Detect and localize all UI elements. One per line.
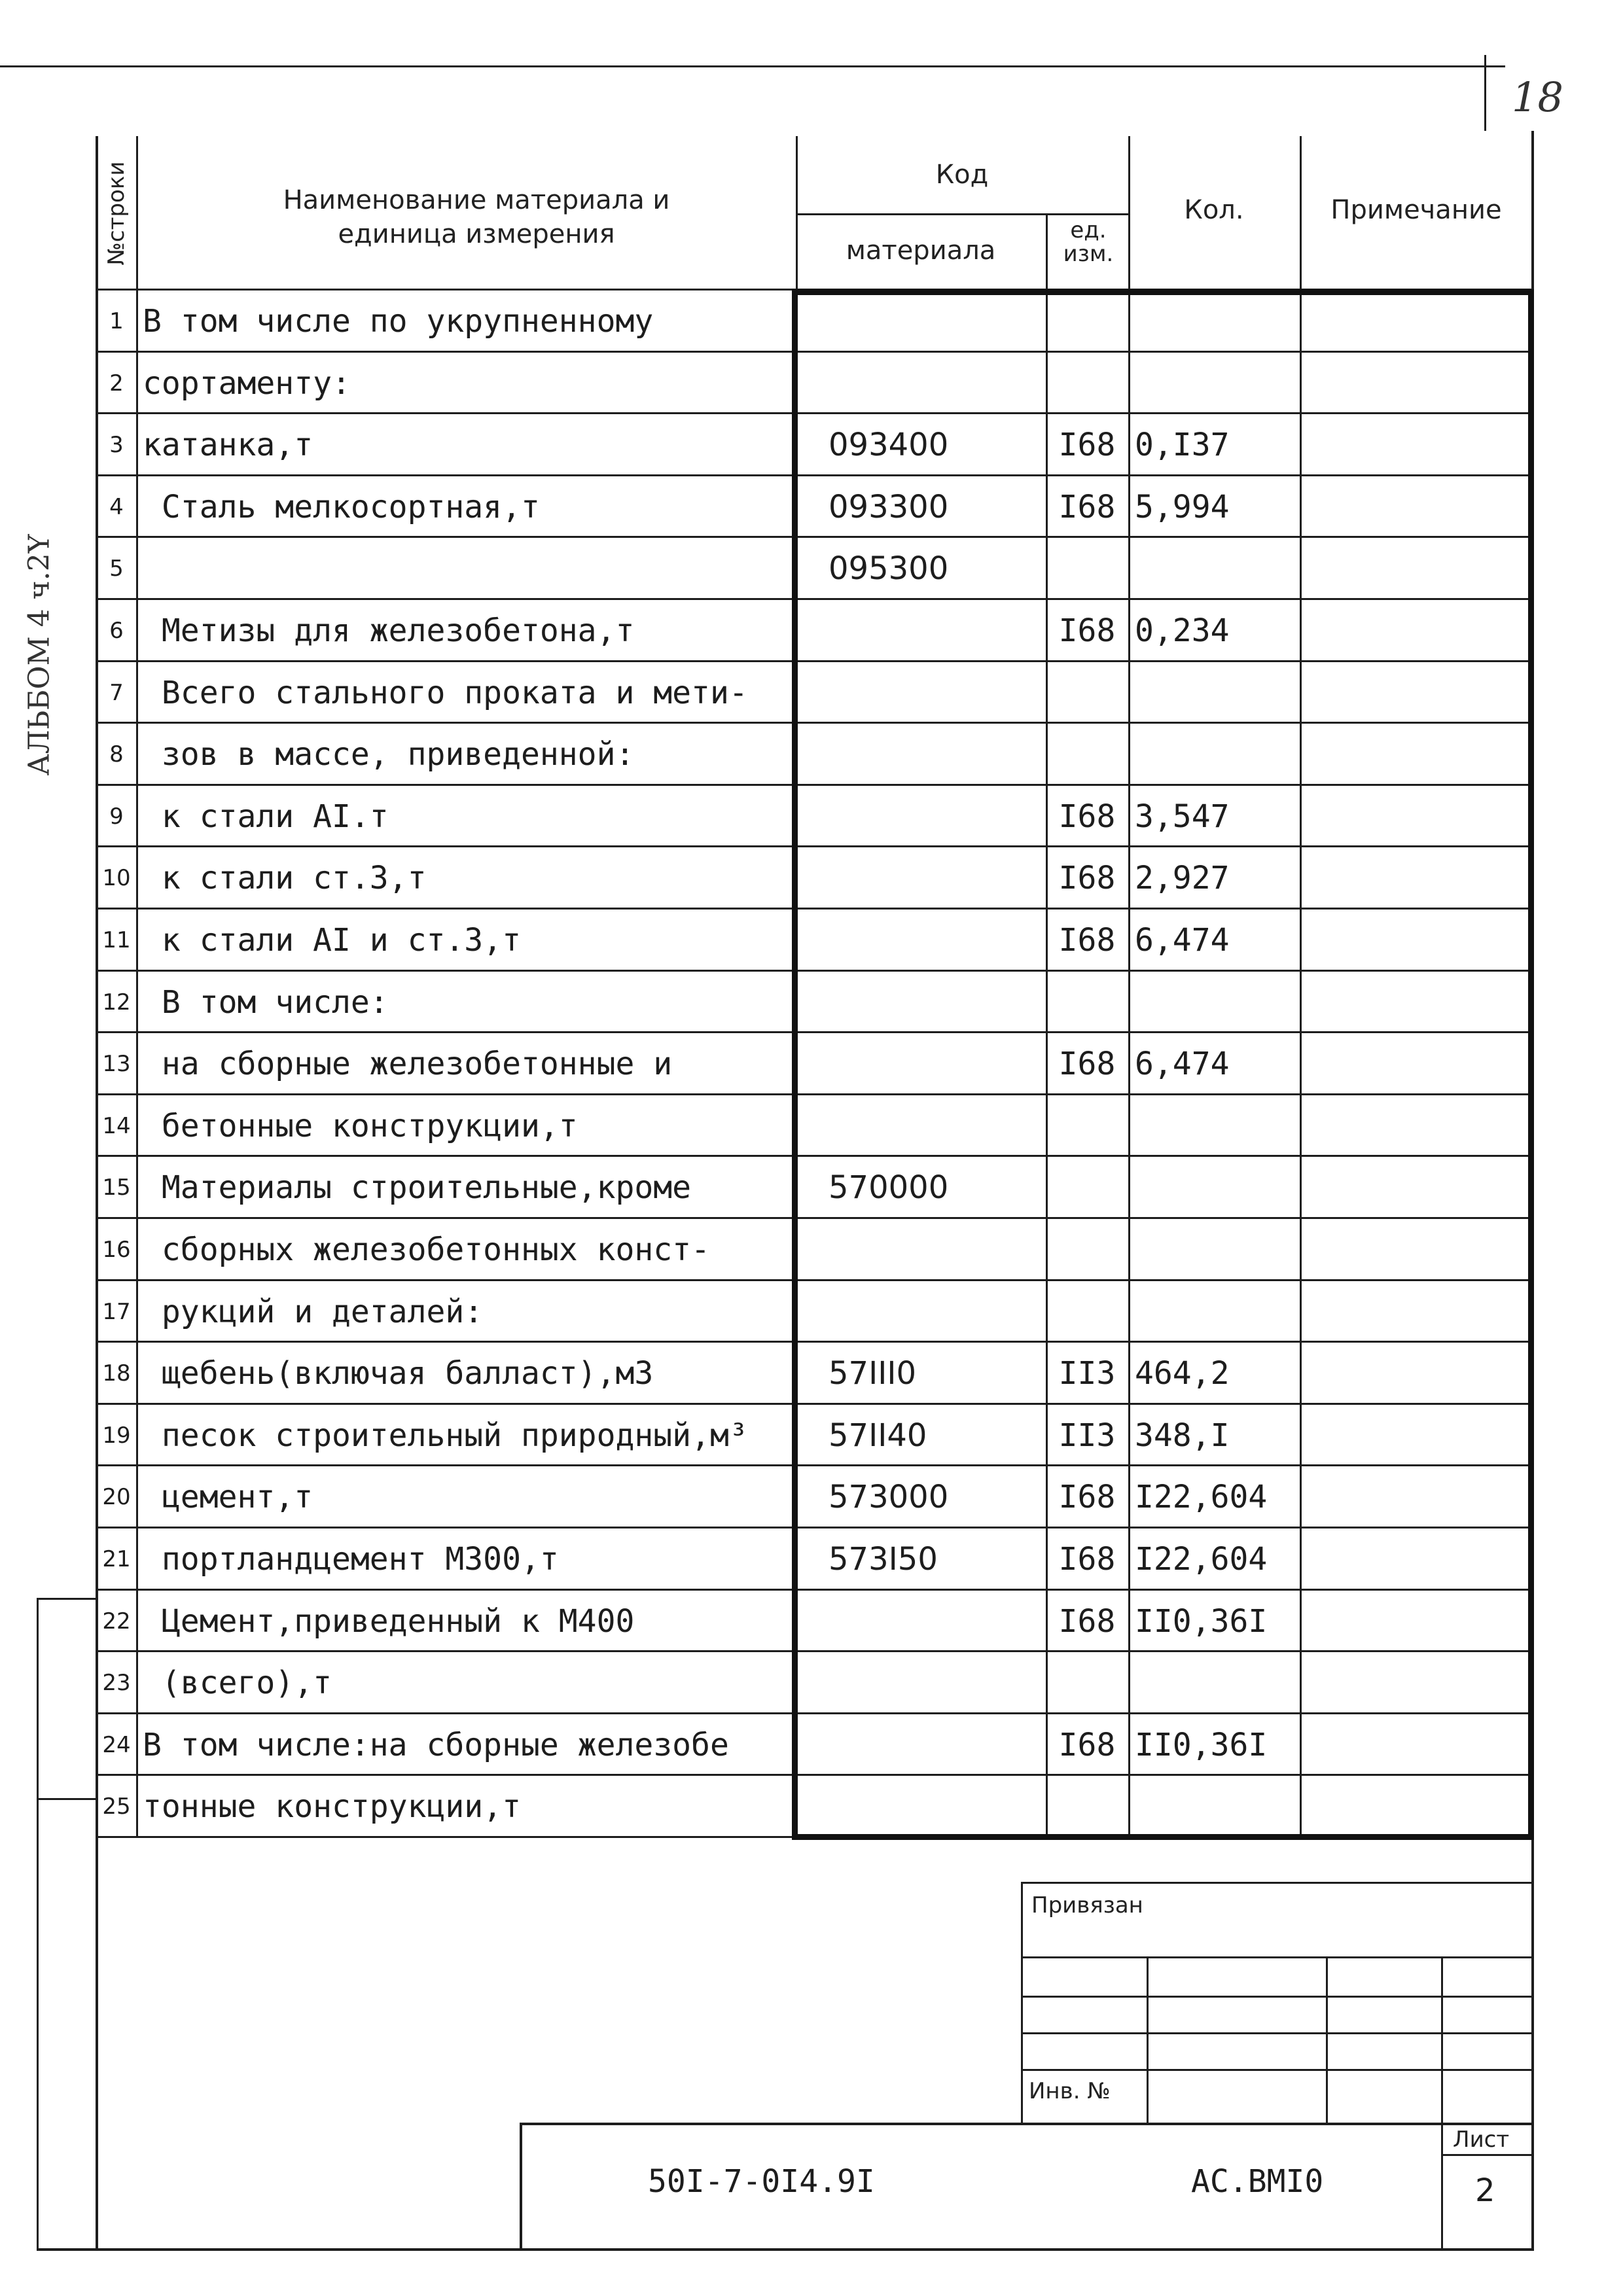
cell-n: 21	[102, 1546, 131, 1572]
header-note: Примечание	[1330, 195, 1502, 225]
page-number: 18	[1512, 73, 1563, 121]
cell-n: 19	[102, 1422, 131, 1449]
cell-name: Сталь мелкосортная,т	[143, 488, 540, 525]
cell-name: тонные конструкции,т	[143, 1788, 521, 1826]
cell-unit: I68	[1058, 1602, 1116, 1640]
cell-name: зов в массе, приведенной:	[143, 736, 635, 773]
header-code: Код	[935, 160, 989, 190]
side-stamp-top	[37, 1598, 97, 1600]
cell-n: 2	[109, 370, 124, 397]
sheet-label: Лист	[1453, 2127, 1510, 2153]
stamp-col-2	[1326, 1956, 1328, 2124]
cell-n: 7	[109, 679, 124, 706]
cell-code: 573000	[829, 1479, 949, 1516]
stamp-row-4	[1021, 2069, 1533, 2071]
cell-name: Метизы для железобетона,т	[143, 612, 635, 649]
album-side-label: АЛЬБОМ 4 ч.2Y	[22, 534, 56, 776]
cell-unit: I68	[1058, 488, 1116, 525]
cell-name: сборных железобетонных конст-	[143, 1231, 710, 1268]
cell-qty: I22,604	[1135, 1541, 1268, 1578]
cell-qty: 5,994	[1135, 488, 1230, 525]
cell-name: Всего стального проката и мети-	[143, 674, 748, 711]
cell-n: 15	[102, 1174, 131, 1201]
cell-unit: I68	[1058, 427, 1116, 464]
sheet-code: АС.ВМI0	[1191, 2163, 1324, 2200]
cell-name: рукций и деталей:	[143, 1293, 484, 1330]
page-number-frame-left	[1484, 55, 1486, 131]
cell-n: 18	[102, 1360, 131, 1387]
cell-name: Цемент,приведенный к М400	[143, 1602, 635, 1640]
cell-n: 23	[102, 1670, 131, 1697]
cell-n: 10	[102, 865, 131, 892]
cell-name: песок строительный природный,м³	[143, 1417, 748, 1454]
header-block	[97, 136, 1533, 291]
cell-code: 57III0	[829, 1355, 917, 1392]
cell-name: сортаменту:	[143, 364, 351, 402]
cell-n: 12	[102, 989, 131, 1016]
cell-name: на сборные железобетонные и	[143, 1046, 673, 1083]
cell-name: катанка,т	[143, 427, 313, 464]
cell-code: 570000	[829, 1169, 949, 1207]
title-sheet-left	[1441, 2123, 1443, 2250]
cell-name: щебень(включая балласт),м3	[143, 1355, 654, 1392]
cell-unit: I68	[1058, 798, 1116, 835]
stamp-inv-label: Инв. №	[1029, 2078, 1111, 2104]
cell-unit: I68	[1058, 922, 1116, 959]
cell-unit: I68	[1058, 1726, 1116, 1763]
cell-code: 093400	[829, 427, 949, 464]
cell-n: 17	[102, 1298, 131, 1325]
cell-qty: 2,927	[1135, 860, 1230, 897]
cell-unit: I68	[1058, 1541, 1116, 1578]
cell-qty: I22,604	[1135, 1479, 1268, 1516]
cell-name: В том числе:	[143, 983, 389, 1021]
code-block-frame	[792, 289, 1534, 1840]
header-row-number: №строки	[103, 161, 130, 266]
header-qty: Кол.	[1184, 195, 1244, 225]
cell-unit: I68	[1058, 860, 1116, 897]
stamp-bound-top	[1021, 1882, 1533, 1884]
sheet-number: 2	[1475, 2172, 1495, 2209]
cell-name: портландцемент М300,т	[143, 1541, 559, 1578]
cell-n: 1	[109, 308, 124, 334]
cell-n: 4	[109, 493, 124, 520]
header-col-1	[136, 136, 138, 291]
cell-name: к стали ст.3,т	[143, 860, 427, 897]
cell-n: 25	[102, 1793, 131, 1820]
cell-qty: 464,2	[1135, 1355, 1230, 1392]
cell-n: 22	[102, 1608, 131, 1634]
cell-name: (всего),т	[143, 1665, 332, 1702]
cell-unit: I68	[1058, 1479, 1116, 1516]
cell-qty: II0,36I	[1135, 1726, 1268, 1763]
cell-qty: 348,I	[1135, 1417, 1230, 1454]
cell-qty: 6,474	[1135, 922, 1230, 959]
cell-n: 11	[102, 927, 131, 953]
cell-n: 8	[109, 741, 124, 768]
cell-qty: 3,547	[1135, 798, 1230, 835]
header-code-split	[796, 213, 1128, 215]
stamp-col-1	[1147, 1956, 1149, 2124]
top-rule	[0, 65, 1505, 67]
cell-unit: II3	[1058, 1355, 1116, 1392]
cell-n: 5	[109, 556, 124, 582]
cell-qty: 0,I37	[1135, 427, 1230, 464]
cell-name: бетонные конструкции,т	[143, 1107, 578, 1144]
cell-n: 24	[102, 1731, 131, 1758]
cell-code: 095300	[829, 550, 949, 588]
stamp-row-3	[1021, 2032, 1533, 2034]
cell-qty: 0,234	[1135, 612, 1230, 649]
cell-name: к стали AI.т	[143, 798, 389, 835]
frame-bottom	[37, 2248, 1534, 2251]
cell-code: 573I50	[829, 1541, 938, 1578]
cell-unit: II3	[1058, 1417, 1116, 1454]
title-sheet-split	[1441, 2154, 1533, 2156]
stamp-bound-label: Привязан	[1031, 1892, 1143, 1918]
cell-name	[136, 538, 796, 600]
title-left	[520, 2123, 522, 2250]
stamp-col-3	[1441, 1956, 1443, 2124]
cell-name: к стали AI и ст.3,т	[143, 922, 521, 959]
stamp-row-1	[1021, 1956, 1533, 1958]
cell-n: 16	[102, 1237, 131, 1263]
cell-unit: I68	[1058, 612, 1116, 649]
header-code-unit: ед. изм.	[1063, 217, 1114, 267]
stamp-bound-left	[1021, 1882, 1023, 2124]
cell-n: 14	[102, 1112, 131, 1139]
cell-n: 13	[102, 1051, 131, 1078]
cell-n: 3	[109, 432, 124, 459]
cell-name: Материалы строительные,кроме	[143, 1169, 692, 1207]
cell-name: цемент,т	[143, 1479, 313, 1516]
cell-qty: II0,36I	[1135, 1602, 1268, 1640]
row-col-rule	[136, 291, 138, 1838]
cell-code: 57II40	[829, 1417, 927, 1454]
cell-name: В том числе:на сборные железобе	[143, 1726, 729, 1763]
cell-code: 093300	[829, 488, 949, 525]
cell-n: 6	[109, 618, 124, 644]
stamp-row-2	[1021, 1996, 1533, 1998]
cell-n: 9	[109, 803, 124, 830]
side-stamp-left	[37, 1598, 39, 2250]
cell-name: В том числе по укрупненному	[143, 303, 654, 340]
cell-n: 20	[102, 1484, 131, 1511]
cell-qty: 6,474	[1135, 1046, 1230, 1083]
header-code-material: материала	[846, 236, 996, 266]
header-name: Наименование материала и единица измерения	[283, 185, 670, 249]
side-stamp-divider	[37, 1798, 97, 1800]
title-top	[520, 2123, 1533, 2125]
header-col-3	[1046, 213, 1048, 291]
doc-code: 50I-7-0I4.9I	[648, 2163, 875, 2200]
cell-unit: I68	[1058, 1046, 1116, 1083]
